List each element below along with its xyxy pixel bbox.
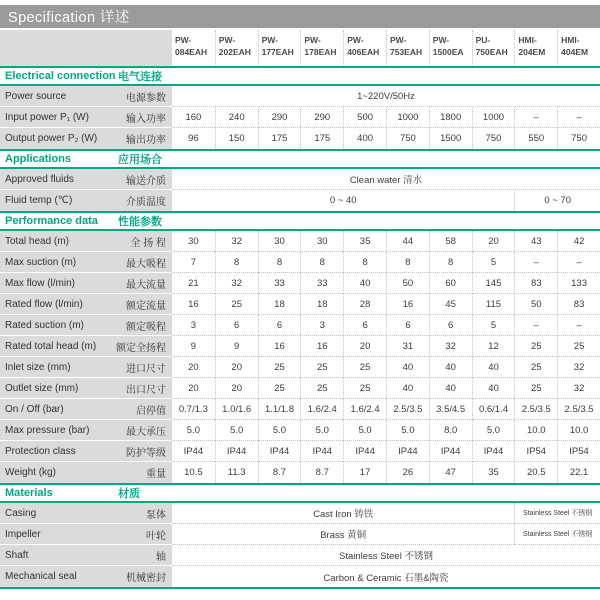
spec-value-cell: 5.0 xyxy=(386,420,429,441)
spec-value-cell: 8 xyxy=(429,252,472,273)
spec-value-cell: 32 xyxy=(215,273,258,294)
spec-value-cell: 6 xyxy=(386,315,429,336)
row-label xyxy=(0,399,172,420)
section-title-en: Materials xyxy=(5,487,53,499)
spec-value-cell: – xyxy=(514,315,557,336)
table-row xyxy=(0,190,600,211)
spec-value-cell: 32 xyxy=(215,231,258,252)
spec-value-cell: Carbon & Ceramic 石墨&陶瓷 xyxy=(172,566,600,587)
row-label-en: Output power P₂ (W) xyxy=(5,133,98,144)
table-row xyxy=(0,420,600,441)
model-series-label: PW- xyxy=(261,35,278,45)
spec-value-cell: IP44 xyxy=(172,441,215,462)
spec-value-cell: IP44 xyxy=(386,441,429,462)
spec-value-cell: 1.6/2.4 xyxy=(300,399,343,420)
spec-value-cell: 12 xyxy=(472,336,515,357)
model-number-label: 1500EA xyxy=(432,47,464,58)
spec-value-cell: Brass 黄铜 xyxy=(172,524,514,545)
model-number-label: 404EM xyxy=(561,47,589,58)
row-label-zh: 额定全扬程 xyxy=(116,342,166,354)
spec-value-cell: 8 xyxy=(300,252,343,273)
spec-value-cell: 20.5 xyxy=(514,462,557,483)
spec-value-cell: 25 xyxy=(343,378,386,399)
row-label-en: Inlet size (mm) xyxy=(5,361,71,373)
model-series-label: PW- xyxy=(432,35,450,45)
spec-value-cell: 33 xyxy=(258,273,301,294)
row-label xyxy=(0,190,172,211)
model-number-label: 202EAH xyxy=(218,47,251,58)
row-label-zh: 最大吸程 xyxy=(126,258,166,270)
column-header-model xyxy=(258,30,301,66)
spec-value-cell: 26 xyxy=(386,462,429,483)
column-header-model xyxy=(557,30,600,66)
spec-value-cell: 8 xyxy=(343,252,386,273)
row-label-en: Impeller xyxy=(5,528,41,540)
row-label-en: Weight (kg) xyxy=(5,467,56,478)
section-performance-data xyxy=(0,211,600,483)
model-number-label: 204EM xyxy=(518,47,546,58)
spec-value-cell: 35 xyxy=(343,231,386,252)
spec-value-cell: 1.6/2.4 xyxy=(343,399,386,420)
column-header-model xyxy=(514,30,557,66)
spec-value-cell: 25 xyxy=(514,378,557,399)
row-label xyxy=(0,503,172,524)
spec-value-cell: 5.0 xyxy=(215,420,258,441)
spec-value-cell: 7 xyxy=(172,252,215,273)
spec-value-cell: 96 xyxy=(172,128,215,149)
spec-value-cell: – xyxy=(557,107,600,128)
spec-value-cell: 83 xyxy=(557,294,600,315)
row-label-zh: 机械密封 xyxy=(126,573,166,584)
column-header-row xyxy=(0,30,600,66)
row-label-zh: 泵体 xyxy=(146,509,166,521)
row-label xyxy=(0,169,172,190)
spec-value-cell: 400 xyxy=(343,128,386,149)
row-label-en: On / Off (bar) xyxy=(5,403,64,415)
spec-value-cell: 8.7 xyxy=(300,462,343,483)
column-header-model xyxy=(215,30,258,66)
row-label-zh: 额定吸程 xyxy=(126,321,166,333)
spec-value-cell: IP44 xyxy=(343,441,386,462)
spec-value-cell: 160 xyxy=(172,107,215,128)
row-label-zh: 出口尺寸 xyxy=(126,384,166,396)
section-title-en: Electrical connection xyxy=(5,70,116,82)
row-label-zh: 轴 xyxy=(156,551,166,563)
spec-value-cell: 290 xyxy=(258,107,301,128)
model-series-label: PU- xyxy=(475,35,491,45)
section-header xyxy=(0,68,600,86)
spec-value-cell: 30 xyxy=(300,231,343,252)
spec-value-cell: 32 xyxy=(557,378,600,399)
section-applications xyxy=(0,149,600,211)
column-header-spacer xyxy=(0,30,172,66)
spec-value-cell: 3 xyxy=(172,315,215,336)
spec-value-cell: 5.0 xyxy=(343,420,386,441)
spec-value-cell: IP44 xyxy=(300,441,343,462)
model-number-label: 178EAH xyxy=(304,47,337,58)
spec-value-cell: 8 xyxy=(258,252,301,273)
spec-value-cell: 8 xyxy=(215,252,258,273)
model-series-label: HMI- xyxy=(518,35,537,45)
spec-value-cell: 25 xyxy=(343,357,386,378)
spec-value-cell: 25 xyxy=(300,357,343,378)
spec-value-cell: 25 xyxy=(514,336,557,357)
spec-value-cell: 10.0 xyxy=(514,420,557,441)
spec-value-cell: – xyxy=(514,252,557,273)
spec-value-cell: 5 xyxy=(472,252,515,273)
spec-value-cell: – xyxy=(557,252,600,273)
spec-value-cell: 0 ~ 70 xyxy=(514,190,600,211)
row-label-en: Total head (m) xyxy=(5,235,69,247)
spec-table-body xyxy=(0,66,600,589)
table-row xyxy=(0,566,600,587)
spec-value-cell: 5 xyxy=(472,315,515,336)
spec-value-cell: 1000 xyxy=(386,107,429,128)
spec-value-cell: 16 xyxy=(386,294,429,315)
column-header-model xyxy=(172,30,215,66)
row-label-zh: 防护等级 xyxy=(126,447,166,459)
model-series-label: HMI- xyxy=(561,35,580,45)
table-row xyxy=(0,86,600,107)
row-label-en: Approved fluids xyxy=(5,173,74,185)
spec-value-cell: 550 xyxy=(514,128,557,149)
table-row xyxy=(0,336,600,357)
spec-value-cell: IP44 xyxy=(215,441,258,462)
spec-value-cell: 11.3 xyxy=(215,462,258,483)
spec-value-cell: 25 xyxy=(258,378,301,399)
spec-value-cell: IP54 xyxy=(557,441,600,462)
spec-value-cell: 5.0 xyxy=(300,420,343,441)
spec-value-cell: 8.7 xyxy=(258,462,301,483)
row-label-zh: 进口尺寸 xyxy=(126,363,166,375)
section-header xyxy=(0,485,600,503)
spec-value-cell: 18 xyxy=(258,294,301,315)
row-label-en: Protection class xyxy=(5,445,76,457)
section-materials xyxy=(0,483,600,587)
spec-value-cell: 20 xyxy=(172,357,215,378)
row-label-en: Rated total head (m) xyxy=(5,340,97,352)
table-row xyxy=(0,545,600,566)
spec-value-cell: 115 xyxy=(472,294,515,315)
row-label-en: Power source xyxy=(5,90,67,102)
row-label xyxy=(0,231,172,252)
row-label-zh: 启停值 xyxy=(136,405,166,417)
spec-value-cell: 32 xyxy=(557,357,600,378)
spec-value-cell: 500 xyxy=(343,107,386,128)
row-label-en: Shaft xyxy=(5,549,29,561)
section-electrical-connection xyxy=(0,66,600,149)
spec-value-cell: 2.5/3.5 xyxy=(557,399,600,420)
row-label-zh: 叶轮 xyxy=(146,530,166,542)
spec-value-cell: 10.5 xyxy=(172,462,215,483)
row-label xyxy=(0,86,172,107)
column-header-model xyxy=(343,30,386,66)
spec-value-cell: 175 xyxy=(258,128,301,149)
spec-value-cell: 35 xyxy=(472,462,515,483)
row-label xyxy=(0,462,172,483)
row-label xyxy=(0,273,172,294)
section-title-en: Applications xyxy=(5,153,72,165)
spec-value-cell: 1.1/1.8 xyxy=(258,399,301,420)
spec-value-cell: IP44 xyxy=(472,441,515,462)
row-label-en: Rated suction (m) xyxy=(5,319,84,331)
row-label-en: Max flow (l/min) xyxy=(5,277,76,289)
page-title-bar xyxy=(0,5,600,28)
spec-value-cell: 25 xyxy=(258,357,301,378)
row-label xyxy=(0,441,172,462)
model-number-label: 084EAH xyxy=(175,47,208,58)
table-row xyxy=(0,273,600,294)
spec-value-cell: 43 xyxy=(514,231,557,252)
row-label-en: Input power P₁ (W) xyxy=(5,111,89,123)
spec-value-cell: 16 xyxy=(258,336,301,357)
spec-value-cell: 5.0 xyxy=(258,420,301,441)
spec-value-cell: 9 xyxy=(172,336,215,357)
spec-value-cell: 6 xyxy=(258,315,301,336)
spec-value-cell: IP44 xyxy=(258,441,301,462)
spec-value-cell: 6 xyxy=(215,315,258,336)
row-label-zh: 重量 xyxy=(146,469,166,480)
row-label xyxy=(0,378,172,399)
spec-value-cell: 1500 xyxy=(429,128,472,149)
column-header-model xyxy=(386,30,429,66)
spec-value-cell: 175 xyxy=(300,128,343,149)
spec-value-cell: Stainless Steel 不锈钢 xyxy=(514,503,600,524)
row-label xyxy=(0,252,172,273)
table-row xyxy=(0,294,600,315)
spec-value-cell: 0 ~ 40 xyxy=(172,190,514,211)
spec-value-cell: 30 xyxy=(172,231,215,252)
row-label xyxy=(0,566,172,587)
spec-value-cell: 3.5/4.5 xyxy=(429,399,472,420)
spec-value-cell: Cast Iron 铸铁 xyxy=(172,503,514,524)
spec-value-cell: 47 xyxy=(429,462,472,483)
row-label-en: Casing xyxy=(5,507,37,519)
spec-value-cell: 20 xyxy=(343,336,386,357)
row-label-zh: 输入功率 xyxy=(126,113,166,125)
table-row xyxy=(0,524,600,545)
row-label xyxy=(0,128,172,149)
spec-value-cell: 16 xyxy=(300,336,343,357)
row-label-en: Fluid temp (℃) xyxy=(5,195,73,206)
row-label-en: Rated flow (l/min) xyxy=(5,298,83,310)
section-title-zh: 性能参数 xyxy=(118,216,162,228)
row-label-en: Mechanical seal xyxy=(5,571,77,582)
section-title-zh: 应用场合 xyxy=(118,154,162,166)
row-label xyxy=(0,420,172,441)
spec-value-cell: 30 xyxy=(258,231,301,252)
section-title-zh: 材质 xyxy=(118,488,140,500)
spec-value-cell: 9 xyxy=(215,336,258,357)
table-row xyxy=(0,169,600,190)
spec-value-cell: 40 xyxy=(386,378,429,399)
spec-value-cell: 5.0 xyxy=(172,420,215,441)
page-title: Specification 详述 xyxy=(8,10,130,26)
spec-value-cell: 5.0 xyxy=(472,420,515,441)
model-number-label: 406EAH xyxy=(347,47,380,58)
spec-value-cell: 2.5/3.5 xyxy=(514,399,557,420)
spec-value-cell: 40 xyxy=(343,273,386,294)
spec-value-cell: 145 xyxy=(472,273,515,294)
row-label-zh: 电源参数 xyxy=(126,92,166,104)
spec-value-cell: 83 xyxy=(514,273,557,294)
spec-value-cell: 18 xyxy=(300,294,343,315)
spec-value-cell: 3 xyxy=(300,315,343,336)
row-label-en: Max suction (m) xyxy=(5,256,77,268)
spec-value-cell: 32 xyxy=(429,336,472,357)
table-row xyxy=(0,252,600,273)
spec-value-cell: 0.7/1.3 xyxy=(172,399,215,420)
model-series-label: PW- xyxy=(175,35,192,45)
spec-value-cell: 50 xyxy=(514,294,557,315)
spec-value-cell: – xyxy=(514,107,557,128)
row-label xyxy=(0,315,172,336)
spec-value-cell: 2.5/3.5 xyxy=(386,399,429,420)
row-label xyxy=(0,357,172,378)
spec-value-cell: 60 xyxy=(429,273,472,294)
row-label xyxy=(0,294,172,315)
row-label-en: Outlet size (mm) xyxy=(5,382,79,394)
spec-value-cell: 22.1 xyxy=(557,462,600,483)
row-label-zh: 输出功率 xyxy=(126,135,166,146)
model-series-label: PW- xyxy=(389,35,407,45)
row-label xyxy=(0,336,172,357)
spec-value-cell: 25 xyxy=(514,357,557,378)
spec-value-cell: 133 xyxy=(557,273,600,294)
spec-value-cell: 150 xyxy=(215,128,258,149)
row-label-zh: 输送介质 xyxy=(126,175,166,187)
model-number-label: 753EAH xyxy=(389,47,423,58)
spec-value-cell: 21 xyxy=(172,273,215,294)
spec-value-cell: 40 xyxy=(429,357,472,378)
model-series-label: PW- xyxy=(218,35,236,45)
spec-value-cell: 40 xyxy=(472,378,515,399)
spec-value-cell: 6 xyxy=(343,315,386,336)
spec-value-cell: 1800 xyxy=(429,107,472,128)
column-header-model xyxy=(472,30,515,66)
spec-value-cell: 10.0 xyxy=(557,420,600,441)
row-label-en: Max pressure (bar) xyxy=(5,424,90,436)
spec-value-cell: 25 xyxy=(557,336,600,357)
table-row xyxy=(0,378,600,399)
spec-value-cell: 20 xyxy=(215,378,258,399)
table-row xyxy=(0,357,600,378)
table-row xyxy=(0,107,600,128)
spec-value-cell: 1.0/1.6 xyxy=(215,399,258,420)
model-number-label: 750EAH xyxy=(475,47,508,58)
section-title-en: Performance data xyxy=(5,215,98,227)
spec-value-cell: 20 xyxy=(472,231,515,252)
row-label xyxy=(0,545,172,566)
spec-value-cell: 40 xyxy=(472,357,515,378)
row-label-zh: 最大承压 xyxy=(126,426,166,438)
spec-value-cell: 750 xyxy=(557,128,600,149)
section-header xyxy=(0,151,600,169)
table-row xyxy=(0,503,600,524)
table-row xyxy=(0,315,600,336)
spec-value-cell: 16 xyxy=(172,294,215,315)
spec-value-cell: 31 xyxy=(386,336,429,357)
spec-value-cell: 50 xyxy=(386,273,429,294)
table-row xyxy=(0,231,600,252)
column-header-model xyxy=(429,30,472,66)
spec-value-cell: 20 xyxy=(215,357,258,378)
spec-value-cell: 17 xyxy=(343,462,386,483)
spec-value-cell: 1000 xyxy=(472,107,515,128)
spec-value-cell: 8.0 xyxy=(429,420,472,441)
spec-value-cell: 33 xyxy=(300,273,343,294)
section-title-zh: 电气连接 xyxy=(118,71,162,83)
table-row xyxy=(0,441,600,462)
spec-value-cell: 44 xyxy=(386,231,429,252)
spec-value-cell: 1~220V/50Hz xyxy=(172,86,600,107)
row-label xyxy=(0,107,172,128)
model-series-label: PW- xyxy=(347,35,364,45)
spec-value-cell: 40 xyxy=(429,378,472,399)
spec-value-cell: 240 xyxy=(215,107,258,128)
spec-value-cell: 40 xyxy=(386,357,429,378)
spec-value-cell: – xyxy=(557,315,600,336)
spec-value-cell: 45 xyxy=(429,294,472,315)
spec-value-cell: 25 xyxy=(215,294,258,315)
spec-value-cell: Clean water 清水 xyxy=(172,169,600,190)
spec-value-cell: 6 xyxy=(429,315,472,336)
spec-value-cell: 8 xyxy=(386,252,429,273)
spec-value-cell: IP54 xyxy=(514,441,557,462)
column-header-model xyxy=(300,30,343,66)
row-label xyxy=(0,524,172,545)
spec-value-cell: 290 xyxy=(300,107,343,128)
table-row xyxy=(0,399,600,420)
model-series-label: PW- xyxy=(304,35,321,45)
spec-value-cell: 750 xyxy=(472,128,515,149)
table-row xyxy=(0,462,600,483)
row-label-zh: 介质温度 xyxy=(126,197,166,208)
row-label-zh: 全 扬 程 xyxy=(130,237,166,249)
spec-value-cell: Stainless Steel 不锈钢 xyxy=(514,524,600,545)
spec-value-cell: 20 xyxy=(172,378,215,399)
spec-value-cell: 750 xyxy=(386,128,429,149)
row-label-zh: 额定流量 xyxy=(126,300,166,312)
model-number-label: 177EAH xyxy=(261,47,294,58)
spec-value-cell: 25 xyxy=(300,378,343,399)
table-row xyxy=(0,128,600,149)
spec-value-cell: 0.6/1.4 xyxy=(472,399,515,420)
row-label-zh: 最大流量 xyxy=(126,279,166,291)
spec-value-cell: 42 xyxy=(557,231,600,252)
spec-value-cell: IP44 xyxy=(429,441,472,462)
spec-value-cell: 28 xyxy=(343,294,386,315)
section-header xyxy=(0,213,600,231)
spec-value-cell: Stainless Steel 不锈钢 xyxy=(172,545,600,566)
spec-value-cell: 58 xyxy=(429,231,472,252)
